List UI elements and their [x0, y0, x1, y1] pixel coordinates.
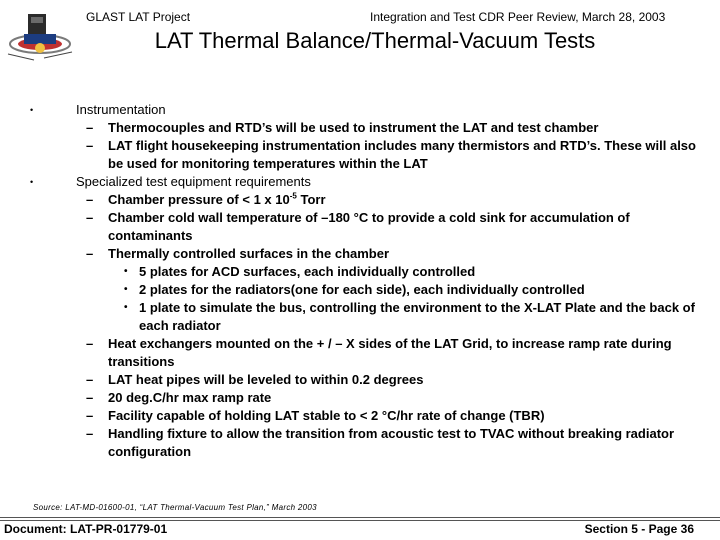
pressure-exponent: -5: [289, 191, 297, 201]
pressure-prefix: Chamber pressure of < 1 x 10: [108, 192, 290, 207]
dash-icon: –: [86, 210, 94, 225]
list-item-text: Heat exchangers mounted on the + / – X sides of the LAT Grid, to increase ramp rate during transitions: [108, 336, 672, 369]
dash-icon: –: [86, 192, 94, 207]
list-item-text: LAT flight housekeeping instrumentation includes many thermistors and RTD’s. These will also be used for monitoring temperatures within the LAT: [108, 138, 696, 171]
list-item: [30, 425, 702, 461]
list-item-text: Handling fixture to allow the transition from acoustic test to TVAC without breaking radiator configuration: [108, 426, 675, 459]
list-item: [30, 371, 702, 389]
bullet-special: [30, 173, 702, 191]
bullet-label: Instrumentation: [76, 102, 166, 117]
list-item: [30, 119, 702, 137]
project-name: GLAST LAT Project: [86, 10, 191, 24]
sub-list-item-text: 5 plates for ACD surfaces, each individually controlled: [139, 264, 476, 279]
dash-icon: –: [86, 426, 94, 441]
pressure-suffix: Torr: [296, 192, 326, 207]
footer-divider: [0, 517, 720, 518]
dash-icon: –: [86, 408, 94, 423]
bullet-instrumentation: [30, 101, 702, 119]
footer-divider: [0, 520, 720, 521]
sub-list-item: [30, 299, 702, 335]
list-item: [30, 335, 702, 371]
event-name: Integration and Test CDR Peer Review, March 28, 2003: [370, 10, 666, 24]
list-item-text: Facility capable of holding LAT stable to < 2 °C/hr rate of change (TBR): [108, 408, 545, 423]
page-number: Section 5 - Page 36: [584, 522, 694, 536]
bullet-icon: •: [30, 105, 34, 115]
dash-icon: –: [86, 138, 94, 153]
bullet-label: Specialized test equipment requirements: [76, 174, 311, 189]
bullet-icon: •: [124, 302, 128, 313]
bullet-icon: •: [124, 284, 128, 295]
list-item: [30, 209, 702, 245]
dash-icon: –: [86, 372, 94, 387]
source-citation: Source: LAT-MD-01600-01, “LAT Thermal-Vacuum Test Plan,” March 2003: [33, 503, 317, 512]
list-item-text: LAT heat pipes will be leveled to within 0.2 degrees: [108, 372, 424, 387]
bullet-icon: •: [124, 266, 128, 277]
document-number: Document: LAT-PR-01779-01: [4, 522, 168, 536]
list-item-text: Chamber cold wall temperature of –180 °C to provide a cold sink for accumulation of contaminants: [108, 210, 630, 243]
dash-icon: –: [86, 336, 94, 351]
list-item-text: Thermally controlled surfaces in the chamber: [108, 246, 390, 261]
dash-icon: –: [86, 246, 94, 261]
list-item: [30, 137, 702, 173]
dash-icon: –: [86, 390, 94, 405]
list-item-text: Thermocouples and RTD’s will be used to instrument the LAT and test chamber: [108, 120, 599, 135]
page-title: LAT Thermal Balance/Thermal-Vacuum Tests: [154, 28, 596, 53]
dash-icon: –: [86, 120, 94, 135]
sub-list-item: [30, 281, 702, 299]
list-item: [30, 245, 702, 263]
sub-list-item: [30, 263, 702, 281]
list-item-text: 20 deg.C/hr max ramp rate: [108, 390, 272, 405]
list-item: [30, 407, 702, 425]
bullet-icon: •: [30, 177, 34, 187]
sub-list-item-text: 1 plate to simulate the bus, controlling the environment to the X-LAT Plate and the back of each radiator: [139, 300, 695, 333]
list-item: [30, 389, 702, 407]
list-item: [30, 191, 702, 209]
slide-content: [30, 101, 702, 461]
sub-list-item-text: 2 plates for the radiators(one for each side), each individually controlled: [139, 282, 585, 297]
